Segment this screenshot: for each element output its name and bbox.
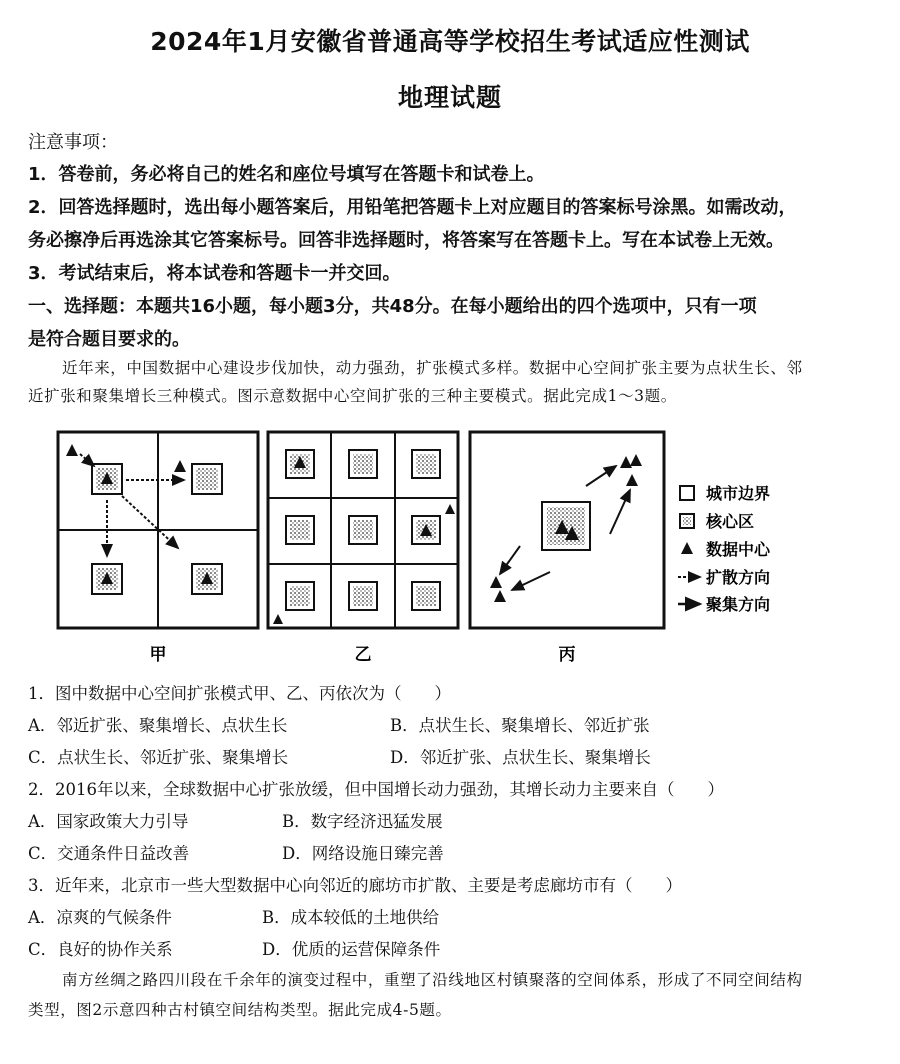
passage1-line2: 近扩张和聚集增长三种模式。图示意数据中心空间扩张的三种主要模式。据此完成1～3题。: [28, 387, 677, 405]
panel-yi: [268, 432, 458, 628]
data-center-icon: [490, 576, 502, 588]
panel-label-yi: 乙: [354, 645, 372, 665]
legend-label-core-area: 核心区: [706, 512, 755, 531]
core-area-icon: [680, 514, 694, 528]
aggregation-arrow-icon: [512, 572, 550, 590]
core-area-icon: [349, 450, 377, 478]
core-area-icon: [412, 450, 440, 478]
diffusion-arrow-icon: [122, 496, 178, 548]
panel-bing: [470, 432, 664, 628]
legend-label-diffusion: 扩散方向: [706, 568, 771, 587]
panel-jia: [58, 432, 258, 628]
question-2-stem: 2．2016年以来，全球数据中心扩张放缓，但中国增长动力强劲，其增长动力主要来自（ ）: [28, 780, 724, 799]
notice-heading: 注意事项：: [28, 132, 118, 153]
passage2-line1: 南方丝绸之路四川段在千余年的演变过程中，重塑了沿线地区村镇聚落的空间体系，形成了不同空间结构: [62, 971, 803, 989]
question-1-option-c[interactable]: C．点状生长、邻近扩张、聚集增长: [28, 748, 289, 767]
exam-subtitle: 地理试题: [397, 83, 502, 112]
panel-label-jia: 甲: [149, 645, 167, 665]
aggregation-arrow-icon: [500, 546, 520, 574]
data-center-icon: [630, 454, 642, 466]
data-center-icon: [494, 590, 506, 602]
data-center-icon: [445, 504, 455, 514]
city-boundary-icon: [680, 486, 694, 500]
question-2-option-c[interactable]: C．交通条件日益改善: [28, 844, 190, 863]
exam-title: 2024年1月安徽省普通高等学校招生考试适应性测试: [150, 27, 750, 56]
core-area-icon: [412, 582, 440, 610]
data-center-icon: [174, 460, 186, 472]
legend-label-data-center: 数据中心: [706, 540, 771, 559]
question-3-option-b[interactable]: B．成本较低的土地供给: [262, 908, 440, 927]
passage2-line2: 类型，图2示意四种古村镇空间结构类型。据此完成4-5题。: [28, 1001, 452, 1019]
question-2-option-d[interactable]: D．网络设施日臻完善: [282, 844, 444, 863]
legend-label-city-boundary: 城市边界: [706, 484, 771, 503]
core-area-icon: [349, 582, 377, 610]
notice-item-3: 3．考试结束后，将本试卷和答题卡一并交回。: [28, 263, 401, 284]
question-1-option-d[interactable]: D．邻近扩张、点状生长、聚集增长: [390, 748, 651, 767]
question-1-stem: 1．图中数据中心空间扩张模式甲、乙、丙依次为（ ）: [28, 684, 451, 703]
core-area-icon: [286, 516, 314, 544]
question-2-option-b[interactable]: B．数字经济迅猛发展: [282, 812, 443, 831]
question-3-option-d[interactable]: D．优质的运营保障条件: [262, 940, 441, 959]
question-3-option-a[interactable]: A．凉爽的气候条件: [28, 908, 172, 927]
legend-label-aggregation: 聚集方向: [706, 595, 771, 614]
core-area-icon: [349, 516, 377, 544]
question-1-option-a[interactable]: A．邻近扩张、聚集增长、点状生长: [28, 716, 288, 735]
core-area-icon: [542, 502, 590, 550]
data-center-icon: [681, 542, 693, 554]
notice-item-2: 2．回答选择题时，选出每小题答案后，用铅笔把答题卡上对应题目的答案标号涂黑。如需改动，: [28, 197, 797, 218]
figure-legend: [678, 484, 771, 614]
diffusion-arrow-icon: [80, 454, 94, 466]
core-area-icon: [286, 582, 314, 610]
data-center-icon: [273, 614, 283, 624]
aggregation-arrow-icon: [610, 490, 630, 534]
data-center-icon: [66, 444, 78, 456]
panel-label-bing: 丙: [558, 645, 576, 665]
passage1-line1: 近年来，中国数据中心建设步伐加快，动力强劲，扩张模式多样。数据中心空间扩张主要为点状生长、邻: [62, 359, 803, 377]
question-3-option-c[interactable]: C．良好的协作关系: [28, 940, 173, 959]
section-heading: 一、选择题：本题共16小题，每小题3分，共48分。在每小题给出的四个选项中，只有一项: [28, 296, 757, 317]
data-center-icon: [626, 474, 638, 486]
question-2-option-a[interactable]: A．国家政策大力引导: [28, 812, 189, 831]
section-heading-cont: 是符合题目要求的。: [28, 329, 190, 350]
core-area-icon: [192, 464, 222, 494]
aggregation-arrow-icon: [586, 466, 616, 486]
question-1-option-b[interactable]: B．点状生长、聚集增长、邻近扩张: [390, 716, 650, 735]
question-3-stem: 3．近年来，北京市一些大型数据中心向邻近的廊坊市扩散、主要是考虑廊坊市有（ ）: [28, 876, 682, 895]
data-center-icon: [620, 456, 632, 468]
expansion-modes-figure: [50, 428, 810, 668]
notice-item-2-cont: 务必擦净后再选涂其它答案标号。回答非选择题时，将答案写在答题卡上。写在本试卷上无效。: [28, 230, 784, 251]
notice-item-1: 1．答卷前，务必将自己的姓名和座位号填写在答题卡和试卷上。: [28, 164, 545, 185]
